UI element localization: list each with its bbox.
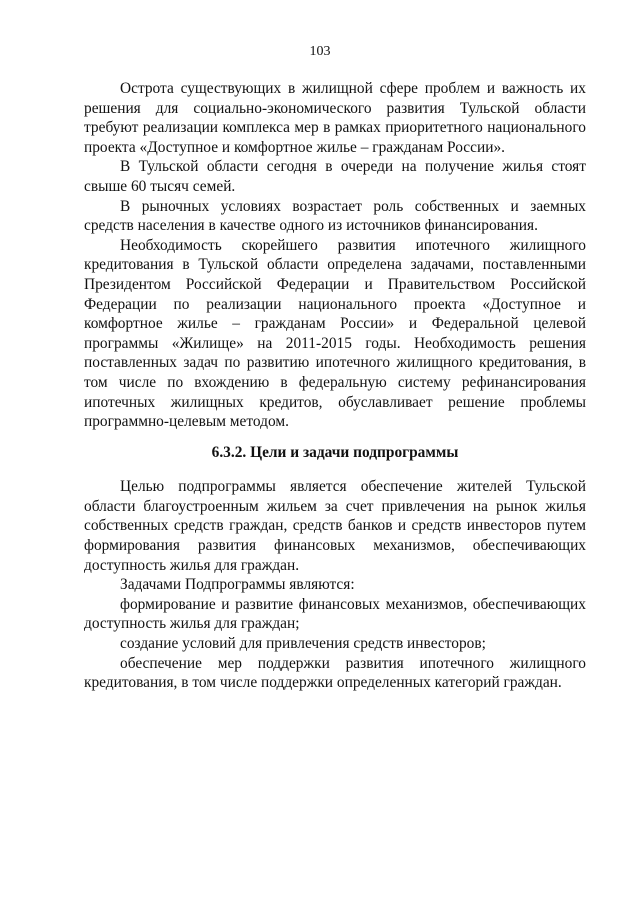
paragraph-task-investors: создание условий для привлечения средств инвесторов; xyxy=(120,635,486,653)
paragraph-housing-queue: В Тульской области сегодня в очереди на получение жилья стоят свыше 60 тысяч семей. xyxy=(84,158,586,195)
paragraph-task-financial-mechanisms: формирование и развитие финансовых механизмов, обеспечивающих доступность жилья для граждан; xyxy=(84,595,586,633)
paragraph-task-mortgage-support: обеспечение мер поддержки развития ипотечного жилищного кредитования, в том числе поддержки определенных категорий граждан. xyxy=(84,654,586,692)
paragraph-tasks-intro: Задачами Подпрограммы являются: xyxy=(120,576,355,594)
section-heading: 6.3.2. Цели и задачи подпрограммы xyxy=(211,443,459,461)
paragraph-subprogram-goal: Целью подпрограммы является обеспечение жителей Тульской области благоустроенным жильем за счет привлечения на рынок жилья собственных средств граждан, средств банков и средств инвесторов путем формирования развития финансовых механизмов, обеспечивающих доступность жилья для граждан. xyxy=(84,478,586,574)
paragraph-mortgage-necessity: Необходимость скорейшего развития ипотечного жилищного кредитования в Тульской области определена задачами, поставленными Президентом Российской Федерации и Правительством Российской Федерации по реализации национального проекта «Доступное и комфортное жилье – гражданам России» и Федеральной целевой программы «Жилище» на 2011-2015 годы. Необходимость решения поставленных задач по развитию ипотечного жилищного кредитования, в том числе по вхождению в федеральную систему рефинансирования ипотечных жилищных кредитов, обуславливает решение проблемы программно-целевым методом. xyxy=(84,236,586,431)
page-number: 103 xyxy=(309,44,331,59)
document-body xyxy=(84,79,586,693)
paragraph-market-conditions: В рыночных условиях возрастает роль собственных и заемных средств населения в качестве одного из источников финансирования. xyxy=(84,197,586,235)
paragraph-problem-urgency: Острота существующих в жилищной сфере проблем и важность их решения для социально-экономического развития Тульской области требуют реализации комплекса мер в рамках приоритетного национального проекта «Доступное и комфортное жилье – гражданам России». xyxy=(84,80,586,156)
